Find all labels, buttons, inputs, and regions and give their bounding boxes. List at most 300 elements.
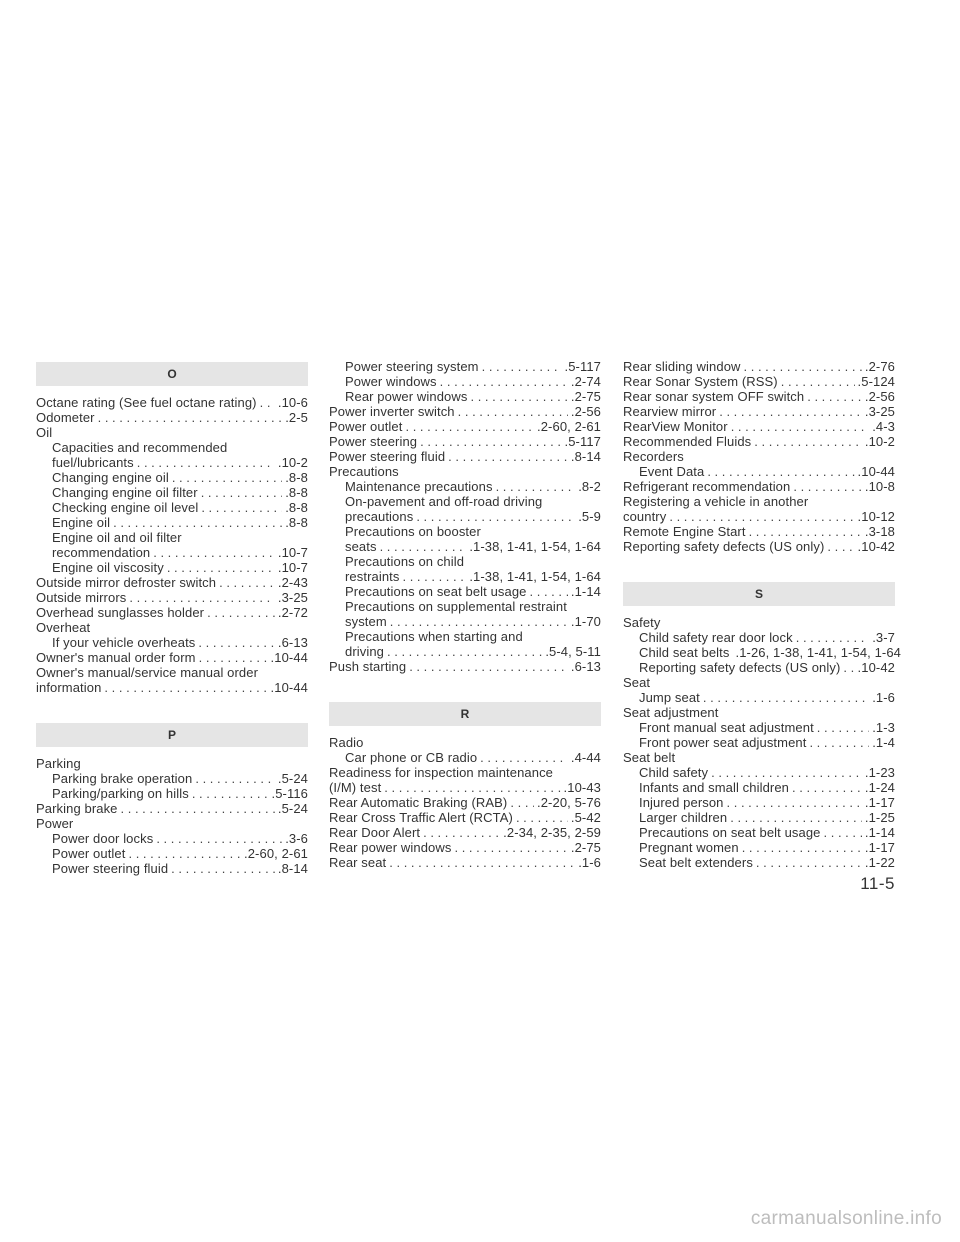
dot-leader — [756, 855, 862, 870]
index-subentry — [329, 539, 601, 554]
index-column-3 — [623, 359, 901, 870]
entry-term: Overhead sunglasses holder — [36, 605, 205, 620]
entry-term: Power inverter switch — [329, 404, 455, 419]
entry-page-ref: .8-14 — [277, 861, 308, 876]
index-entry — [36, 665, 308, 680]
dot-leader — [796, 630, 869, 645]
watermark: carmanualsonline.info — [750, 1208, 942, 1229]
index-entry — [623, 359, 895, 374]
entry-page-ref: .10-8 — [864, 479, 895, 494]
dot-leader — [703, 690, 869, 705]
entry-page-ref: .2-72 — [277, 605, 308, 620]
dot-leader — [470, 389, 567, 404]
entry-term: Odometer — [36, 410, 95, 425]
index-entry — [623, 615, 895, 630]
index-subentry — [329, 554, 601, 569]
dot-leader — [153, 545, 275, 560]
entry-page-ref: .5-9 — [578, 509, 601, 524]
index-entry — [329, 810, 601, 825]
section-header-o: O — [36, 362, 308, 386]
dot-leader — [719, 404, 862, 419]
index-subentry — [329, 569, 601, 584]
entry-page-ref: .5-116 — [271, 786, 308, 801]
index-entry — [623, 705, 895, 720]
entry-term: Owner's manual/service manual order — [36, 665, 259, 680]
dot-leader — [809, 735, 869, 750]
entry-term: Rear power windows — [345, 389, 468, 404]
dot-leader — [530, 584, 568, 599]
entry-term: Refrigerant recommendation — [623, 479, 791, 494]
entry-page-ref: .1-3 — [872, 720, 895, 735]
entry-term: Precautions on child — [345, 554, 465, 569]
index-entry — [36, 801, 308, 816]
dot-leader — [669, 509, 854, 524]
index-entry — [329, 735, 601, 750]
index-subentry — [623, 690, 895, 705]
entry-page-ref: .10-44 — [270, 680, 308, 695]
dot-leader — [219, 575, 275, 590]
entry-term: Octane rating (See fuel octane rating) — [36, 395, 257, 410]
entry-term: Rear Cross Traffic Alert (RCTA) — [329, 810, 513, 825]
index-subentry — [36, 560, 308, 575]
index-subentry — [623, 765, 895, 780]
entry-term: Rear seat — [329, 855, 387, 870]
entry-term: Precautions on supplemental restraint — [345, 599, 567, 614]
dot-leader — [167, 560, 275, 575]
entry-page-ref: .3-25 — [277, 590, 308, 605]
dot-leader — [121, 801, 275, 816]
entry-term: Power steering system — [345, 359, 479, 374]
entry-page-ref: .6-13 — [570, 659, 601, 674]
index-subentry — [36, 771, 308, 786]
index-subentry — [36, 530, 308, 545]
dot-leader — [409, 659, 568, 674]
entry-term: RearView Monitor — [623, 419, 728, 434]
index-entry — [329, 464, 601, 479]
dot-leader — [380, 539, 467, 554]
index-entry — [329, 449, 601, 464]
index-subentry — [623, 855, 895, 870]
dot-leader — [480, 750, 568, 765]
entry-page-ref: .8-14 — [570, 449, 601, 464]
entry-page-ref: .2-56 — [864, 389, 895, 404]
entry-page-ref: .2-75 — [570, 840, 601, 855]
index-subentry — [36, 635, 308, 650]
entry-term: Precautions on booster — [345, 524, 481, 539]
index-subentry — [623, 810, 895, 825]
index-subentry — [36, 485, 308, 500]
entry-page-ref: .10-6 — [277, 395, 308, 410]
dot-leader — [207, 605, 275, 620]
index-subentry — [36, 846, 308, 861]
dot-leader — [198, 635, 274, 650]
entry-page-ref: .1-14 — [570, 584, 601, 599]
entry-term: Overheat — [36, 620, 91, 635]
entry-term: information — [36, 680, 102, 695]
entry-term: Precautions when starting and — [345, 629, 523, 644]
dot-leader — [416, 509, 575, 524]
entry-term: Changing engine oil filter — [52, 485, 198, 500]
dot-leader — [824, 825, 862, 840]
entry-page-ref: .2-76 — [864, 359, 895, 374]
entry-term: Safety — [623, 615, 661, 630]
entry-term: restraints — [345, 569, 400, 584]
entry-page-ref: .3-7 — [872, 630, 895, 645]
entry-page-ref: .2-43 — [277, 575, 308, 590]
entry-term: Engine oil and oil filter — [52, 530, 182, 545]
entry-page-ref: .10-2 — [864, 434, 895, 449]
entry-page-ref: .2-60, 2-61 — [244, 846, 308, 861]
index-subentry — [329, 494, 601, 509]
entry-term: Power outlet — [52, 846, 126, 861]
index-subentry — [623, 795, 895, 810]
entry-page-ref: .1-24 — [864, 780, 895, 795]
entry-term: Recorders — [623, 449, 684, 464]
entry-term: Reporting safety defects (US only) — [623, 539, 825, 554]
entry-term: Registering a vehicle in another — [623, 494, 809, 509]
index-entry — [36, 620, 308, 635]
entry-term: Oil — [36, 425, 53, 440]
entry-page-ref: .2-34, 2-35, 2-59 — [503, 825, 601, 840]
entry-term: Engine oil viscosity — [52, 560, 164, 575]
dot-leader — [201, 500, 282, 515]
entry-page-ref: .1-38, 1-41, 1-54, 1-64 — [469, 569, 601, 584]
dot-leader — [793, 479, 862, 494]
index-entry — [623, 494, 895, 509]
index-entry — [623, 509, 895, 524]
index-entry — [623, 389, 895, 404]
entry-term: Seat belt extenders — [639, 855, 753, 870]
entry-page-ref: .10-42 — [857, 660, 895, 675]
index-subentry — [329, 614, 601, 629]
index-entry — [623, 449, 895, 464]
dot-leader — [749, 524, 862, 539]
index-subentry — [36, 786, 308, 801]
entry-term: Child safety rear door lock — [639, 630, 793, 645]
index-entry — [623, 374, 895, 389]
index-entry — [329, 765, 601, 780]
index-entry — [36, 756, 308, 771]
entry-page-ref: .8-8 — [285, 515, 308, 530]
dot-leader — [727, 795, 862, 810]
entry-page-ref: .5-24 — [277, 771, 308, 786]
dot-leader — [730, 810, 862, 825]
index-subentry — [623, 630, 895, 645]
dot-leader — [423, 825, 500, 840]
dot-leader — [402, 569, 466, 584]
entry-page-ref: .10-44 — [857, 464, 895, 479]
entry-page-ref: .3-6 — [285, 831, 308, 846]
entry-term: Parking brake — [36, 801, 118, 816]
index-entry — [329, 795, 601, 810]
index-entry — [36, 816, 308, 831]
entry-term: Child safety — [639, 765, 709, 780]
index-entry — [623, 479, 895, 494]
entry-term: Power outlet — [329, 419, 403, 434]
index-entry — [36, 680, 308, 695]
entry-page-ref: .1-14 — [864, 825, 895, 840]
entry-term: Changing engine oil — [52, 470, 169, 485]
entry-term: Readiness for inspection maintenance — [329, 765, 554, 780]
entry-term: Jump seat — [639, 690, 700, 705]
entry-term: system — [345, 614, 387, 629]
entry-term: Parking/parking on hills — [52, 786, 189, 801]
dot-leader — [137, 455, 275, 470]
entry-term: Maintenance precautions — [345, 479, 493, 494]
entry-page-ref: .1-17 — [864, 795, 895, 810]
entry-page-ref: .8-2 — [578, 479, 601, 494]
entry-term: Rear sliding window — [623, 359, 741, 374]
index-subentry — [623, 780, 895, 795]
entry-term: Seat — [623, 675, 651, 690]
index-subentry — [329, 629, 601, 644]
index-entry — [623, 675, 895, 690]
dot-leader — [482, 359, 562, 374]
entry-term: Rear Automatic Braking (RAB) — [329, 795, 508, 810]
entry-term: Power windows — [345, 374, 437, 389]
index-entry — [36, 395, 308, 410]
entry-term: fuel/lubricants — [52, 455, 134, 470]
entry-term: country — [623, 509, 667, 524]
entry-page-ref: .5-124 — [857, 374, 895, 389]
entry-page-ref: .1-6 — [578, 855, 601, 870]
entry-page-ref: .1-70 — [570, 614, 601, 629]
section-header-p: P — [36, 723, 308, 747]
index-entry — [329, 659, 601, 674]
entry-page-ref: .1-38, 1-41, 1-54, 1-64 — [469, 539, 601, 554]
entry-term: Precautions — [329, 464, 399, 479]
section-header-r: R — [329, 702, 601, 726]
index-subentry — [329, 359, 601, 374]
index-subentry — [329, 524, 601, 539]
dot-leader — [817, 720, 869, 735]
entry-term: Injured person — [639, 795, 724, 810]
entry-term: Remote Engine Start — [623, 524, 746, 539]
dot-leader — [807, 389, 862, 404]
entry-page-ref: .8-8 — [285, 500, 308, 515]
dot-leader — [731, 419, 870, 434]
entry-term: Power steering — [329, 434, 418, 449]
dot-leader — [113, 515, 282, 530]
dot-leader — [389, 855, 575, 870]
entry-term: Precautions on seat belt usage — [345, 584, 527, 599]
page-number: 11-5 — [860, 874, 895, 893]
entry-term: Owner's manual order form — [36, 650, 196, 665]
index-entry — [36, 575, 308, 590]
dot-leader — [458, 404, 568, 419]
entry-page-ref: .8-8 — [285, 470, 308, 485]
entry-term: Push starting — [329, 659, 407, 674]
entry-term: Infants and small children — [639, 780, 790, 795]
index-entry — [329, 404, 601, 419]
entry-term: Precautions on seat belt usage — [639, 825, 821, 840]
entry-term: Front power seat adjustment — [639, 735, 807, 750]
dot-leader — [496, 479, 576, 494]
entry-term: Parking brake operation — [52, 771, 193, 786]
index-entry — [329, 419, 601, 434]
dot-leader — [201, 485, 282, 500]
entry-term: Radio — [329, 735, 364, 750]
index-subentry — [623, 735, 895, 750]
entry-page-ref: .1-4 — [872, 735, 895, 750]
entry-term: Reporting safety defects (US only) — [639, 660, 841, 675]
dot-leader — [744, 359, 862, 374]
index-entry — [623, 434, 895, 449]
index-subentry — [623, 840, 895, 855]
entry-page-ref: .2-74 — [570, 374, 601, 389]
index-subentry — [36, 861, 308, 876]
index-entry — [36, 425, 308, 440]
index-entry — [623, 404, 895, 419]
dot-leader — [384, 780, 560, 795]
entry-page-ref: .2-56 — [570, 404, 601, 419]
dot-leader — [260, 395, 275, 410]
entry-page-ref: .10-43 — [563, 780, 601, 795]
index-entry — [36, 605, 308, 620]
entry-page-ref: .6-13 — [277, 635, 308, 650]
dot-leader — [171, 861, 275, 876]
entry-term: Seat belt — [623, 750, 676, 765]
dot-leader — [510, 795, 534, 810]
entry-term: Larger children — [639, 810, 728, 825]
dot-leader — [792, 780, 862, 795]
entry-term: Car phone or CB radio — [345, 750, 478, 765]
entry-page-ref: .10-7 — [277, 560, 308, 575]
entry-page-ref: .5-42 — [570, 810, 601, 825]
index-column-2 — [329, 359, 601, 870]
dot-leader — [172, 470, 282, 485]
dot-leader — [192, 786, 269, 801]
entry-page-ref: .3-18 — [864, 524, 895, 539]
index-subentry — [623, 645, 901, 660]
index-subentry — [329, 509, 601, 524]
entry-term: Child seat belts — [639, 645, 730, 660]
index-entry — [623, 524, 895, 539]
index-subentry — [329, 479, 601, 494]
dot-leader — [742, 840, 862, 855]
index-subentry — [623, 464, 895, 479]
entry-term: Outside mirror defroster switch — [36, 575, 217, 590]
entry-page-ref: .10-7 — [277, 545, 308, 560]
entry-term: On-pavement and off-road driving — [345, 494, 543, 509]
entry-page-ref: .5-117 — [564, 359, 601, 374]
entry-term: Power steering fluid — [329, 449, 446, 464]
dot-leader — [405, 419, 534, 434]
index-subentry — [36, 831, 308, 846]
dot-leader — [129, 590, 275, 605]
index-subentry — [36, 515, 308, 530]
section-header-s: S — [623, 582, 895, 606]
entry-term: Power — [36, 816, 74, 831]
dot-leader — [195, 771, 275, 786]
entry-page-ref: .5-117 — [564, 434, 601, 449]
dot-leader — [440, 374, 568, 389]
index-column-1 — [36, 359, 308, 876]
entry-term: Pregnant women — [639, 840, 739, 855]
entry-term: seats — [345, 539, 377, 554]
index-subentry — [329, 389, 601, 404]
index-subentry — [623, 660, 895, 675]
dot-leader — [199, 650, 268, 665]
entry-term: Outside mirrors — [36, 590, 127, 605]
index-subentry — [36, 470, 308, 485]
entry-page-ref: .3-25 — [864, 404, 895, 419]
entry-page-ref: .2-5 — [285, 410, 308, 425]
entry-term: If your vehicle overheats — [52, 635, 196, 650]
index-entry — [329, 840, 601, 855]
entry-term: Front manual seat adjustment — [639, 720, 814, 735]
entry-term: Power steering fluid — [52, 861, 169, 876]
entry-page-ref: .2-60, 2-61 — [537, 419, 601, 434]
entry-term: Rear sonar system OFF switch — [623, 389, 805, 404]
index-subentry — [329, 750, 601, 765]
index-subentry — [36, 500, 308, 515]
index-entry — [623, 750, 895, 765]
entry-page-ref: .10-2 — [277, 455, 308, 470]
index-entry — [329, 825, 601, 840]
entry-page-ref: .1-17 — [864, 840, 895, 855]
entry-term: Seat adjustment — [623, 705, 719, 720]
dot-leader — [98, 410, 283, 425]
entry-page-ref: .1-22 — [864, 855, 895, 870]
index-entry — [329, 780, 601, 795]
entry-term: Parking — [36, 756, 81, 771]
entry-term: Rearview mirror — [623, 404, 717, 419]
index-subentry — [623, 825, 895, 840]
index-entry — [36, 650, 308, 665]
dot-leader — [843, 660, 854, 675]
dot-leader — [387, 644, 542, 659]
dot-leader — [420, 434, 561, 449]
entry-page-ref: .2-75 — [570, 389, 601, 404]
entry-term: Recommended Fluids — [623, 434, 752, 449]
index-entry — [329, 434, 601, 449]
index-subentry — [623, 720, 895, 735]
index-subentry — [36, 440, 308, 455]
index-subentry — [329, 584, 601, 599]
index-entry — [623, 539, 895, 554]
index-subentry — [329, 599, 601, 614]
entry-page-ref: .8-8 — [285, 485, 308, 500]
index-entry — [329, 855, 601, 870]
dot-leader — [128, 846, 241, 861]
index-subentry — [329, 374, 601, 389]
entry-term: Rear Sonar System (RSS) — [623, 374, 778, 389]
entry-page-ref: .10-42 — [857, 539, 895, 554]
dot-leader — [390, 614, 568, 629]
dot-leader — [781, 374, 855, 389]
index-entry — [623, 419, 895, 434]
entry-term: Rear power windows — [329, 840, 452, 855]
dot-leader — [156, 831, 282, 846]
entry-term: recommendation — [52, 545, 151, 560]
dot-leader — [827, 539, 854, 554]
dot-leader — [454, 840, 567, 855]
entry-term: (I/M) test — [329, 780, 382, 795]
entry-term: Checking engine oil level — [52, 500, 199, 515]
dot-leader — [104, 680, 267, 695]
entry-page-ref: .4-44 — [570, 750, 601, 765]
entry-term: precautions — [345, 509, 414, 524]
dot-leader — [516, 810, 568, 825]
entry-term: driving — [345, 644, 384, 659]
entry-page-ref: .1-26, 1-38, 1-41, 1-54, 1-64 — [735, 645, 901, 660]
index-entry — [36, 590, 308, 605]
entry-page-ref: .5-4, 5-11 — [545, 644, 601, 659]
entry-page-ref: .5-24 — [277, 801, 308, 816]
entry-page-ref: .1-23 — [864, 765, 895, 780]
entry-term: Event Data — [639, 464, 705, 479]
